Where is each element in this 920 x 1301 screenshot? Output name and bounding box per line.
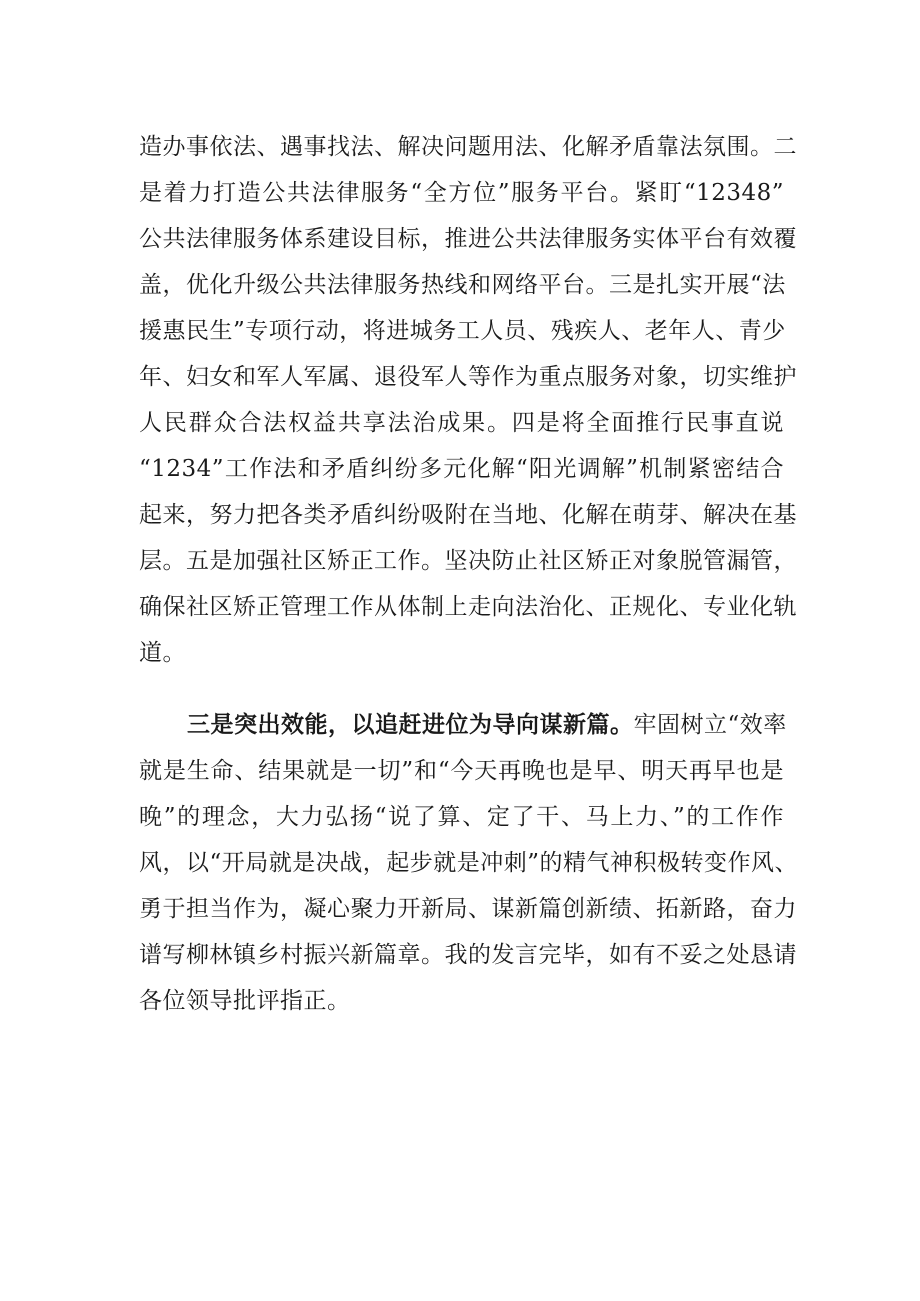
- paragraph-2-line: 风，以“开局就是决战，起步就是冲刺”的精气神积极转变作风、: [139, 850, 799, 876]
- paragraph-1-line: 起来，努力把各类矛盾纠纷吸附在当地、化解在萌芽、解决在基: [139, 502, 797, 528]
- paragraph-2-first-line: [139, 702, 787, 748]
- paragraph-2-first-line-text: 牢固树立“效率: [633, 712, 787, 738]
- paragraph-2-line: 谱写柳林镇乡村振兴新篇章。我的发言完毕，如有不妥之处恳请: [139, 942, 797, 968]
- paragraph-1-line-last: 道。: [139, 640, 186, 666]
- paragraph-1-line: “1234”工作法和矛盾纠纷多元化解“阳光调解”机制紧密结合: [139, 456, 784, 482]
- paragraph-1-line: 造办事依法、遇事找法、解决问题用法、化解矛盾靠法氛围。二: [139, 134, 797, 160]
- paragraph-2-line: 晚”的理念，大力弘扬“说了算、定了干、马上力、”的工作作: [139, 804, 784, 830]
- paragraph-1: [139, 124, 797, 676]
- paragraph-1-line: 公共法律服务体系建设目标，推进公共法律服务实体平台有效覆: [139, 226, 797, 252]
- paragraph-1-line: 年、妇女和军人军属、退役军人等作为重点服务对象，切实维护: [139, 364, 797, 390]
- paragraph-2: [139, 702, 799, 1024]
- paragraph-2-line-last: 各位领导批评指正。: [139, 988, 351, 1014]
- paragraph-1-line: 是着力打造公共法律服务“全方位”服务平台。紧盯“12348”: [139, 180, 784, 206]
- paragraph-1-line: 援惠民生”专项行动，将进城务工人员、残疾人、老年人、青少: [139, 318, 786, 344]
- section-heading: 三是突出效能，以追赶进位为导向谋新篇。: [187, 711, 634, 738]
- paragraph-1-line: 人民群众合法权益共享法治成果。四是将全面推行民事直说: [139, 410, 784, 436]
- paragraph-2-line: 就是生命、结果就是一切”和“今天再晚也是早、明天再早也是: [139, 758, 784, 784]
- paragraph-1-line: 确保社区矫正管理工作从体制上走向法治化、正规化、专业化轨: [139, 594, 797, 620]
- paragraph-1-line: 盖，优化升级公共法律服务热线和网络平台。三是扎实开展“法: [139, 272, 786, 298]
- paragraph-2-line: 勇于担当作为，凝心聚力开新局、谋新篇创新绩、拓新路，奋力: [139, 896, 797, 922]
- paragraph-1-line: 层。五是加强社区矫正工作。坚决防止社区矫正对象脱管漏管，: [139, 548, 797, 574]
